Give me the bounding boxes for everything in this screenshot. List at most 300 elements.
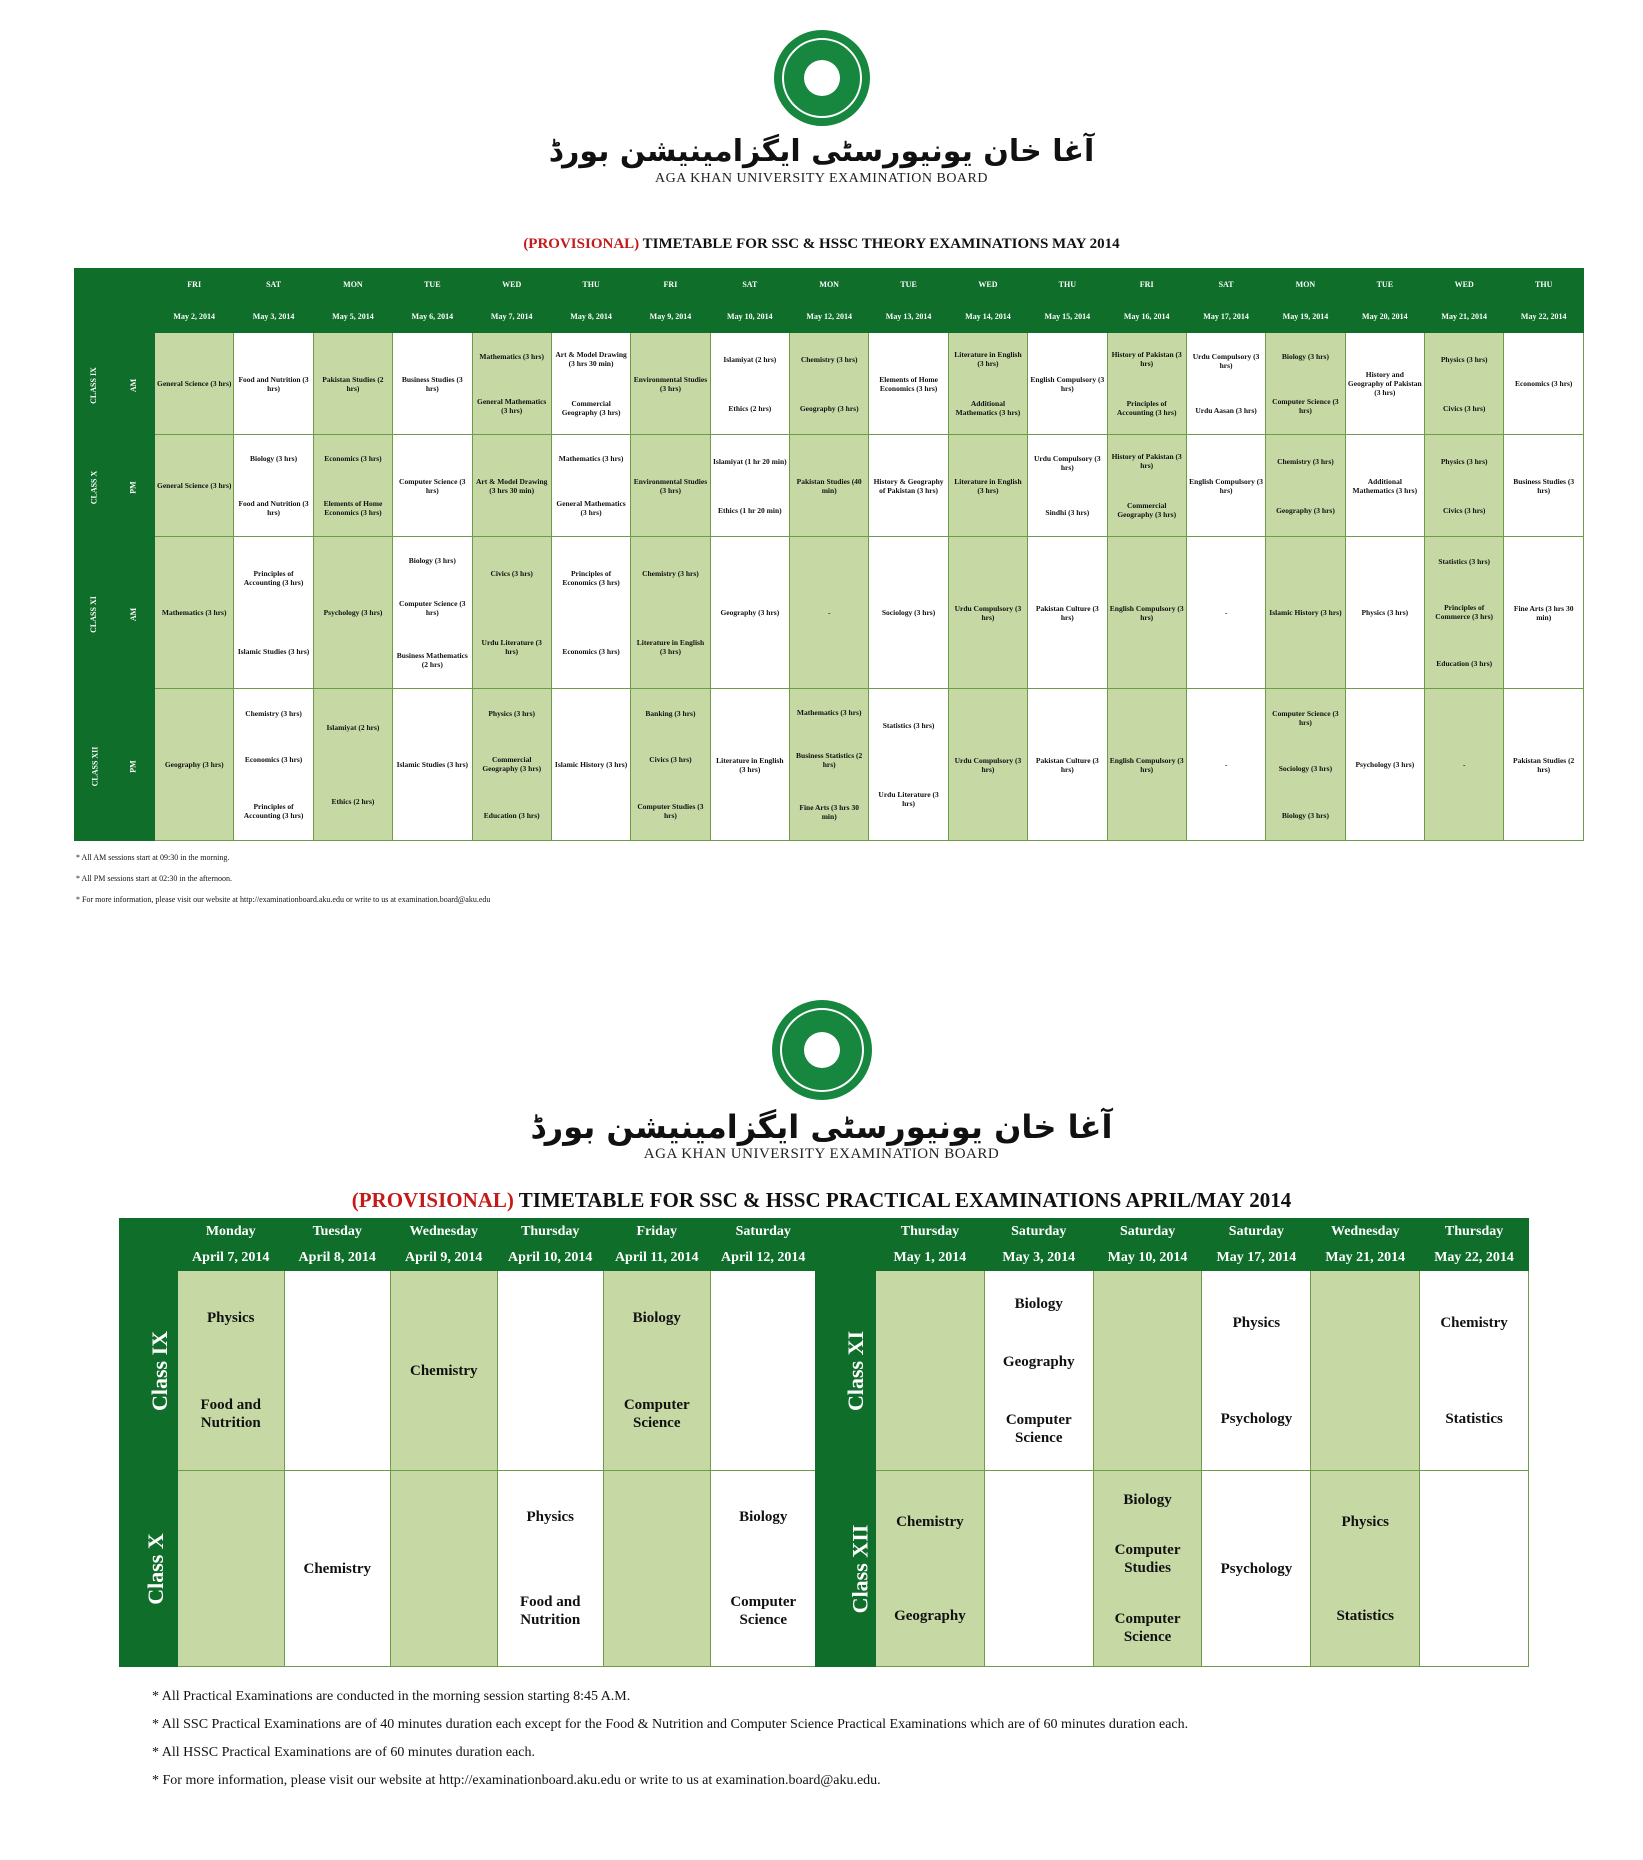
theory-subject: Ethics (2 hrs) bbox=[728, 403, 772, 413]
theory-date-8: May 12, 2014 bbox=[790, 301, 869, 333]
theory-subject: Principles of Accounting (3 hrs) bbox=[243, 801, 304, 820]
practical-note-2: * All HSSC Practical Examinations are of 60 minutes duration each. bbox=[152, 1745, 535, 1760]
theory-cell bbox=[551, 537, 630, 689]
theory-cell-stack bbox=[1108, 539, 1186, 687]
theory-cell-stack bbox=[1346, 539, 1424, 687]
theory-cell-stack bbox=[711, 691, 789, 839]
theory-cell bbox=[1107, 435, 1186, 537]
theory-cell bbox=[948, 333, 1027, 435]
theory-date-5: May 8, 2014 bbox=[551, 301, 630, 333]
prac-right-day-0: Thursday bbox=[876, 1219, 985, 1245]
theory-cell bbox=[631, 435, 710, 537]
prac-right-cell-stack bbox=[985, 1275, 1093, 1467]
theory-cell bbox=[1345, 689, 1424, 841]
theory-subject: Art & Model Drawing (3 hrs 30 min) bbox=[475, 476, 548, 495]
theory-cell-stack bbox=[155, 437, 233, 535]
theory-subject: Computer Studies (3 hrs) bbox=[637, 801, 704, 820]
theory-cell bbox=[869, 537, 948, 689]
prac-left-cell bbox=[391, 1471, 498, 1667]
prac-left-date-4: April 11, 2014 bbox=[604, 1245, 711, 1271]
theory-cell-stack bbox=[1187, 691, 1265, 839]
practical-note-0: * All Practical Examinations are conducted in the morning session starting 8:45 A.M. bbox=[152, 1689, 631, 1704]
theory-subject: Environmental Studies (3 hrs) bbox=[633, 476, 708, 495]
theory-cell bbox=[710, 537, 789, 689]
theory-cell-stack bbox=[1187, 539, 1265, 687]
theory-day-6: FRI bbox=[631, 269, 710, 301]
theory-cell bbox=[631, 537, 710, 689]
theory-cell-stack bbox=[949, 437, 1027, 535]
theory-subject: Statistics (3 hrs) bbox=[882, 720, 935, 730]
theory-subject: Business Statistics (2 hrs) bbox=[796, 750, 863, 769]
prac-left-cell-stack bbox=[604, 1475, 710, 1663]
theory-subject: Islamiyat (1 hr 20 min) bbox=[713, 456, 787, 466]
theory-cell bbox=[1425, 537, 1504, 689]
theory-subject: Art & Model Drawing (3 hrs 30 min) bbox=[555, 350, 627, 368]
prac-left-class-label-0 bbox=[120, 1271, 178, 1471]
prac-left-cell bbox=[284, 1471, 391, 1667]
theory-subject: English Compulsory (3 hrs) bbox=[1030, 374, 1105, 393]
theory-cell-stack bbox=[552, 335, 630, 433]
theory-class-text-3: CLASS XII bbox=[90, 746, 100, 786]
theory-subject: Literature in English (3 hrs) bbox=[716, 755, 784, 774]
theory-date-12: May 16, 2014 bbox=[1107, 301, 1186, 333]
theory-cell-stack bbox=[631, 437, 709, 535]
prac-left-day-4: Friday bbox=[604, 1219, 711, 1245]
prac-right-subject: Computer Science bbox=[1114, 1611, 1181, 1646]
theory-subject: Fine Arts (3 hrs 30 min) bbox=[1513, 603, 1574, 622]
theory-cell bbox=[869, 689, 948, 841]
theory-subject: Geography (3 hrs) bbox=[164, 760, 224, 769]
theory-subject: Literature in English (3 hrs) bbox=[954, 476, 1022, 495]
theory-subject: Food and Nutrition (3 hrs) bbox=[238, 498, 309, 517]
theory-title bbox=[0, 236, 1643, 253]
theory-cell bbox=[1266, 435, 1345, 537]
theory-subject: History and Geography of Pakistan (3 hrs) bbox=[1347, 370, 1422, 397]
theory-cell bbox=[1107, 537, 1186, 689]
theory-subject: Geography (3 hrs) bbox=[799, 403, 859, 413]
prac-right-subject: Biology bbox=[1123, 1491, 1172, 1508]
theory-cell bbox=[472, 435, 551, 537]
theory-subject: General Science (3 hrs) bbox=[157, 379, 232, 388]
theory-cell bbox=[155, 333, 234, 435]
theory-subject: Economics (3 hrs) bbox=[562, 647, 620, 657]
theory-subject: Sindhi (3 hrs) bbox=[1045, 507, 1090, 517]
theory-session-label-3 bbox=[113, 689, 155, 841]
theory-cell-stack bbox=[393, 691, 471, 839]
theory-cell-stack bbox=[234, 539, 312, 687]
theory-cell bbox=[393, 689, 472, 841]
theory-subject: Pakistan Studies (40 min) bbox=[796, 476, 862, 495]
prac-right-subject: Statistics bbox=[1445, 1410, 1503, 1427]
theory-cell-stack bbox=[1346, 437, 1424, 535]
prac-right-cell-stack bbox=[1311, 1275, 1419, 1467]
theory-cell bbox=[1186, 435, 1265, 537]
prac-right-class-label-1 bbox=[816, 1471, 876, 1667]
theory-subject: General Science (3 hrs) bbox=[157, 481, 232, 490]
prac-left-cell bbox=[178, 1471, 285, 1667]
theory-cell-stack bbox=[1425, 691, 1503, 839]
theory-subject: Principles of Accounting (3 hrs) bbox=[243, 568, 304, 587]
theory-cell bbox=[1345, 537, 1424, 689]
practical-notes bbox=[152, 1683, 1188, 1795]
theory-cell bbox=[631, 689, 710, 841]
practical-timetable-left bbox=[119, 1218, 817, 1667]
theory-cell bbox=[1028, 435, 1107, 537]
theory-subject: Biology (3 hrs) bbox=[250, 454, 298, 464]
prac-right-cell bbox=[1093, 1471, 1202, 1667]
theory-cell bbox=[1186, 333, 1265, 435]
aku-seal-icon-2 bbox=[772, 1000, 872, 1100]
theory-cell-stack bbox=[711, 335, 789, 433]
theory-cell-stack bbox=[314, 335, 392, 433]
prac-right-cell bbox=[1420, 1271, 1529, 1471]
theory-subject: Urdu Compulsory (3 hrs) bbox=[1033, 454, 1101, 473]
theory-subject: Sociology (3 hrs) bbox=[1278, 764, 1333, 774]
theory-subject: Urdu Compulsory (3 hrs) bbox=[1192, 352, 1260, 371]
theory-subject: History & Geography of Pakistan (3 hrs) bbox=[873, 476, 944, 495]
theory-cell bbox=[472, 689, 551, 841]
theory-cell bbox=[155, 435, 234, 537]
prac-left-day-0: Monday bbox=[178, 1219, 285, 1245]
theory-cell-stack bbox=[1504, 437, 1583, 535]
theory-date-9: May 13, 2014 bbox=[869, 301, 948, 333]
theory-subject: Pakistan Studies (2 hrs) bbox=[1513, 755, 1575, 774]
prac-right-cell bbox=[1202, 1271, 1311, 1471]
prac-right-cell bbox=[876, 1471, 985, 1667]
theory-class-label-0 bbox=[75, 333, 113, 435]
theory-cell-stack bbox=[790, 691, 868, 839]
prac-right-date-5: May 22, 2014 bbox=[1420, 1245, 1529, 1271]
theory-subject: Mathematics (3 hrs) bbox=[479, 352, 544, 362]
theory-day-17: THU bbox=[1504, 269, 1584, 301]
prac-left-cell-stack bbox=[391, 1275, 497, 1467]
theory-class-text-2: CLASS XI bbox=[89, 595, 98, 633]
theory-cell bbox=[1425, 435, 1504, 537]
theory-subject: Chemistry (3 hrs) bbox=[800, 354, 858, 364]
theory-subject: Islamic History (3 hrs) bbox=[1269, 608, 1342, 617]
theory-cell bbox=[790, 537, 869, 689]
theory-subject: Economics (3 hrs) bbox=[244, 755, 303, 765]
theory-cell-stack bbox=[1028, 691, 1106, 839]
theory-subject: Physics (3 hrs) bbox=[1440, 354, 1488, 364]
theory-cell bbox=[313, 689, 392, 841]
aku-seal-icon bbox=[774, 30, 870, 126]
prac-right-cell-stack bbox=[1202, 1275, 1310, 1467]
prac-right-subject: Chemistry bbox=[1440, 1314, 1508, 1331]
theory-cell-stack bbox=[393, 539, 471, 687]
theory-date-14: May 19, 2014 bbox=[1266, 301, 1345, 333]
theory-timetable bbox=[74, 268, 1584, 841]
theory-cell-stack bbox=[473, 691, 551, 839]
theory-session-label-2 bbox=[113, 537, 155, 689]
prac-left-day-5: Saturday bbox=[710, 1219, 817, 1245]
theory-cell bbox=[1504, 333, 1584, 435]
prac-left-subject: Physics bbox=[206, 1310, 255, 1326]
theory-cell bbox=[1266, 333, 1345, 435]
prac-right-subject: Statistics bbox=[1336, 1607, 1394, 1624]
theory-subject: Ethics (1 hr 20 min) bbox=[718, 505, 782, 515]
theory-subject: Islamic Studies (3 hrs) bbox=[396, 760, 469, 769]
theory-subject: Islamiyat (2 hrs) bbox=[326, 723, 380, 732]
theory-subject: Principles of Accounting (3 hrs) bbox=[1116, 399, 1177, 417]
theory-subject: Urdu Aasan (3 hrs) bbox=[1195, 405, 1257, 415]
prac-right-subject: Psychology bbox=[1220, 1560, 1293, 1577]
theory-subject: Civics (3 hrs) bbox=[1442, 403, 1486, 413]
theory-cell bbox=[393, 537, 472, 689]
theory-cell-stack bbox=[1266, 539, 1344, 687]
theory-class-text-1: CLASS X bbox=[88, 470, 98, 504]
theory-subject: Chemistry (3 hrs) bbox=[642, 568, 699, 578]
prac-left-subject: Physics bbox=[526, 1509, 574, 1525]
theory-cell-stack bbox=[1028, 335, 1106, 433]
theory-subject: Fine Arts (3 hrs 30 min) bbox=[799, 803, 859, 822]
prac-right-date-3: May 17, 2014 bbox=[1202, 1245, 1311, 1271]
prac-left-date-2: April 9, 2014 bbox=[391, 1245, 498, 1271]
theory-session-text-3: PM bbox=[129, 759, 138, 773]
prac-left-class-text-1: Class X bbox=[142, 1532, 168, 1605]
theory-cell-stack bbox=[1504, 691, 1583, 839]
prac-left-subject: Biology bbox=[632, 1310, 681, 1326]
theory-cell-stack bbox=[631, 691, 709, 839]
theory-subject: Chemistry (3 hrs) bbox=[245, 709, 302, 719]
theory-cell-stack bbox=[1504, 539, 1583, 687]
theory-class-label-2 bbox=[75, 537, 113, 689]
theory-day-15: TUE bbox=[1345, 269, 1424, 301]
theory-cell-stack bbox=[790, 539, 868, 687]
theory-cell-stack bbox=[314, 539, 392, 687]
theory-cell bbox=[313, 435, 392, 537]
theory-subject: Additional Mathematics (3 hrs) bbox=[955, 399, 1021, 417]
theory-subject: Principles of Commerce (3 hrs) bbox=[1435, 603, 1494, 622]
theory-subject: Chemistry (3 hrs) bbox=[1277, 456, 1334, 466]
prac-right-date-0: May 1, 2014 bbox=[876, 1245, 985, 1271]
theory-cell-stack bbox=[1187, 437, 1265, 535]
theory-date-11: May 15, 2014 bbox=[1028, 301, 1107, 333]
theory-cell-stack bbox=[473, 335, 551, 433]
theory-date-10: May 14, 2014 bbox=[948, 301, 1027, 333]
theory-cell bbox=[1266, 537, 1345, 689]
theory-subject: Civics (3 hrs) bbox=[1442, 505, 1486, 515]
logo-block-top bbox=[0, 30, 1643, 187]
theory-cell-stack bbox=[790, 437, 868, 535]
theory-cell-stack bbox=[631, 335, 709, 433]
theory-cell bbox=[155, 689, 234, 841]
theory-day-7: SAT bbox=[710, 269, 789, 301]
theory-subject: Civics (3 hrs) bbox=[649, 755, 692, 765]
theory-cell bbox=[551, 333, 630, 435]
theory-subject: - bbox=[1224, 760, 1228, 769]
prac-right-cell bbox=[1311, 1471, 1420, 1667]
theory-subject: Elements of Home Economics (3 hrs) bbox=[879, 374, 938, 393]
theory-subject: Pakistan Culture (3 hrs) bbox=[1035, 603, 1099, 622]
theory-day-3: TUE bbox=[393, 269, 472, 301]
prac-left-subject: Computer Science bbox=[730, 1594, 797, 1628]
theory-subject: English Compulsory (3 hrs) bbox=[1109, 603, 1184, 622]
theory-date-6: May 9, 2014 bbox=[631, 301, 710, 333]
theory-cell-stack bbox=[949, 539, 1027, 687]
theory-cell bbox=[1028, 537, 1107, 689]
prac-left-date-5: April 12, 2014 bbox=[710, 1245, 817, 1271]
theory-cell-stack bbox=[869, 335, 947, 433]
theory-subject: General Mathematics (3 hrs) bbox=[556, 498, 626, 517]
theory-date-0: May 2, 2014 bbox=[155, 301, 234, 333]
theory-subject: Islamiyat (2 hrs) bbox=[723, 354, 777, 364]
theory-cell bbox=[1107, 333, 1186, 435]
theory-subject: English Compulsory (3 hrs) bbox=[1109, 755, 1184, 774]
theory-date-4: May 7, 2014 bbox=[472, 301, 551, 333]
theory-cell-stack bbox=[393, 335, 471, 433]
theory-cell-stack bbox=[949, 335, 1027, 433]
theory-subject: Mathematics (3 hrs) bbox=[558, 454, 624, 464]
theory-subject: Urdu Compulsory (3 hrs) bbox=[954, 603, 1022, 622]
theory-date-7: May 10, 2014 bbox=[710, 301, 789, 333]
theory-subject: Geography (3 hrs) bbox=[720, 608, 780, 617]
theory-subject: Physics (3 hrs) bbox=[1361, 608, 1409, 617]
theory-session-label-0 bbox=[113, 333, 155, 435]
theory-cell bbox=[472, 537, 551, 689]
theory-subject: Urdu Literature (3 hrs) bbox=[481, 638, 542, 657]
theory-subject: Urdu Literature (3 hrs) bbox=[878, 790, 939, 809]
prac-right-subject: Biology bbox=[1014, 1295, 1063, 1312]
theory-cell bbox=[1028, 689, 1107, 841]
board-name-english-2: AGA KHAN UNIVERSITY EXAMINATION BOARD bbox=[643, 1146, 1000, 1162]
theory-subject: Psychology (3 hrs) bbox=[1355, 760, 1415, 769]
prac-right-day-4: Wednesday bbox=[1311, 1219, 1420, 1245]
prac-right-class-label-0 bbox=[816, 1271, 876, 1471]
theory-day-10: WED bbox=[948, 269, 1027, 301]
theory-subject: Civics (3 hrs) bbox=[490, 568, 533, 578]
theory-cell-stack bbox=[552, 539, 630, 687]
prac-left-cell-stack bbox=[285, 1275, 391, 1467]
theory-cell bbox=[551, 689, 630, 841]
theory-subject: Pakistan Culture (3 hrs) bbox=[1035, 755, 1099, 774]
theory-cell-stack bbox=[1108, 335, 1186, 433]
prac-left-cell bbox=[604, 1471, 711, 1667]
theory-cell-stack bbox=[790, 335, 868, 433]
theory-day-12: FRI bbox=[1107, 269, 1186, 301]
prac-right-cell-stack bbox=[1311, 1475, 1419, 1663]
theory-class-label-1 bbox=[75, 435, 113, 537]
prac-right-subject: Physics bbox=[1232, 1314, 1281, 1331]
theory-cell-stack bbox=[234, 691, 312, 839]
theory-cell-stack bbox=[155, 539, 233, 687]
theory-subject: Geography (3 hrs) bbox=[1276, 505, 1335, 515]
prac-left-day-3: Thursday bbox=[497, 1219, 604, 1245]
board-name-urdu: آغا خان یونیورسٹی ایگزامینیشن بورڈ bbox=[548, 134, 1095, 169]
theory-subject: Business Studies (3 hrs) bbox=[1513, 476, 1575, 495]
theory-subject: Mathematics (3 hrs) bbox=[796, 707, 862, 717]
theory-subject: Food and Nutrition (3 hrs) bbox=[238, 374, 309, 393]
theory-subject: Education (3 hrs) bbox=[483, 810, 540, 820]
theory-note-2: * For more information, please visit our website at http://examinationboard.aku.edu or write to us at examination.board@aku.edu bbox=[76, 895, 491, 904]
theory-cell bbox=[869, 333, 948, 435]
theory-date-2: May 5, 2014 bbox=[313, 301, 392, 333]
theory-cell bbox=[393, 435, 472, 537]
prac-right-cell-stack bbox=[1420, 1475, 1528, 1663]
theory-cell-stack bbox=[1108, 691, 1186, 839]
theory-class-label-3 bbox=[75, 689, 113, 841]
prac-right-date-1: May 3, 2014 bbox=[984, 1245, 1093, 1271]
prac-left-cell bbox=[604, 1271, 711, 1471]
theory-session-text-1: PM bbox=[129, 480, 138, 494]
theory-subject: Sociology (3 hrs) bbox=[881, 608, 936, 617]
theory-day-4: WED bbox=[472, 269, 551, 301]
theory-cell-stack bbox=[1028, 437, 1106, 535]
theory-cell bbox=[948, 537, 1027, 689]
prac-right-day-5: Thursday bbox=[1420, 1219, 1529, 1245]
theory-cell-stack bbox=[1108, 437, 1186, 535]
prac-right-day-1: Saturday bbox=[984, 1219, 1093, 1245]
theory-cell bbox=[1345, 333, 1424, 435]
prac-left-subject: Chemistry bbox=[303, 1560, 371, 1577]
theory-subject: Physics (3 hrs) bbox=[488, 709, 536, 719]
theory-cell bbox=[234, 435, 313, 537]
theory-subject: Islamic History (3 hrs) bbox=[554, 760, 628, 769]
theory-cell-stack bbox=[393, 437, 471, 535]
theory-cell bbox=[948, 689, 1027, 841]
theory-subject: Elements of Home Economics (3 hrs) bbox=[323, 498, 383, 517]
theory-cell bbox=[234, 333, 313, 435]
practical-note-1: * All SSC Practical Examinations are of 40 minutes duration each except for the Food & Nutrition and Computer Science Practical Examinations which are of 60 minutes duration each. bbox=[152, 1717, 1189, 1732]
theory-cell-stack bbox=[1425, 335, 1503, 433]
prac-right-subject: Geography bbox=[894, 1607, 966, 1624]
theory-cell bbox=[472, 333, 551, 435]
theory-subject: Biology (3 hrs) bbox=[1281, 810, 1329, 820]
theory-note-0: * All AM sessions start at 09:30 in the morning. bbox=[76, 853, 230, 862]
prac-left-subject: Chemistry bbox=[410, 1362, 478, 1379]
theory-day-2: MON bbox=[313, 269, 392, 301]
theory-cell-stack bbox=[314, 437, 392, 535]
theory-cell-stack bbox=[869, 539, 947, 687]
prac-right-cell-stack bbox=[1094, 1275, 1202, 1467]
theory-subject: Additional Mathematics (3 hrs) bbox=[1352, 476, 1418, 495]
theory-cell-stack bbox=[711, 539, 789, 687]
prac-right-cell bbox=[1311, 1271, 1420, 1471]
theory-subject: General Mathematics (3 hrs) bbox=[477, 396, 547, 415]
theory-cell-stack bbox=[1187, 335, 1265, 433]
prac-right-subject: Psychology bbox=[1220, 1410, 1293, 1427]
theory-day-11: THU bbox=[1028, 269, 1107, 301]
prac-left-cell bbox=[710, 1471, 817, 1667]
theory-note-1: * All PM sessions start at 02:30 in the afternoon. bbox=[76, 874, 232, 883]
prac-right-corner bbox=[816, 1219, 876, 1271]
theory-date-13: May 17, 2014 bbox=[1186, 301, 1265, 333]
theory-session-text-0: AM bbox=[128, 378, 138, 392]
theory-day-13: SAT bbox=[1186, 269, 1265, 301]
theory-cell-stack bbox=[1266, 691, 1344, 839]
prac-left-cell-stack bbox=[604, 1275, 710, 1467]
theory-date-17: May 22, 2014 bbox=[1504, 301, 1584, 333]
prac-right-subject: Physics bbox=[1341, 1513, 1389, 1530]
prac-right-class-text-1: Class XII bbox=[847, 1524, 873, 1613]
theory-cell-stack bbox=[1425, 539, 1503, 687]
theory-cell bbox=[551, 435, 630, 537]
theory-cell bbox=[710, 333, 789, 435]
theory-cell-stack bbox=[552, 691, 630, 839]
prac-right-cell-stack bbox=[1420, 1275, 1528, 1467]
theory-cell-stack bbox=[1504, 335, 1583, 433]
theory-cell bbox=[790, 689, 869, 841]
theory-subject: Computer Science (3 hrs) bbox=[1272, 396, 1339, 415]
prac-right-cell-stack bbox=[1094, 1475, 1202, 1663]
logo-block-bottom bbox=[0, 1000, 1643, 1163]
theory-subject: Computer Science (3 hrs) bbox=[399, 476, 466, 495]
theory-subject: Business Mathematics (2 hrs) bbox=[396, 651, 468, 670]
theory-cell bbox=[948, 435, 1027, 537]
theory-session-label-1 bbox=[113, 435, 155, 537]
prac-left-date-0: April 7, 2014 bbox=[178, 1245, 285, 1271]
prac-left-cell-stack bbox=[711, 1275, 817, 1467]
